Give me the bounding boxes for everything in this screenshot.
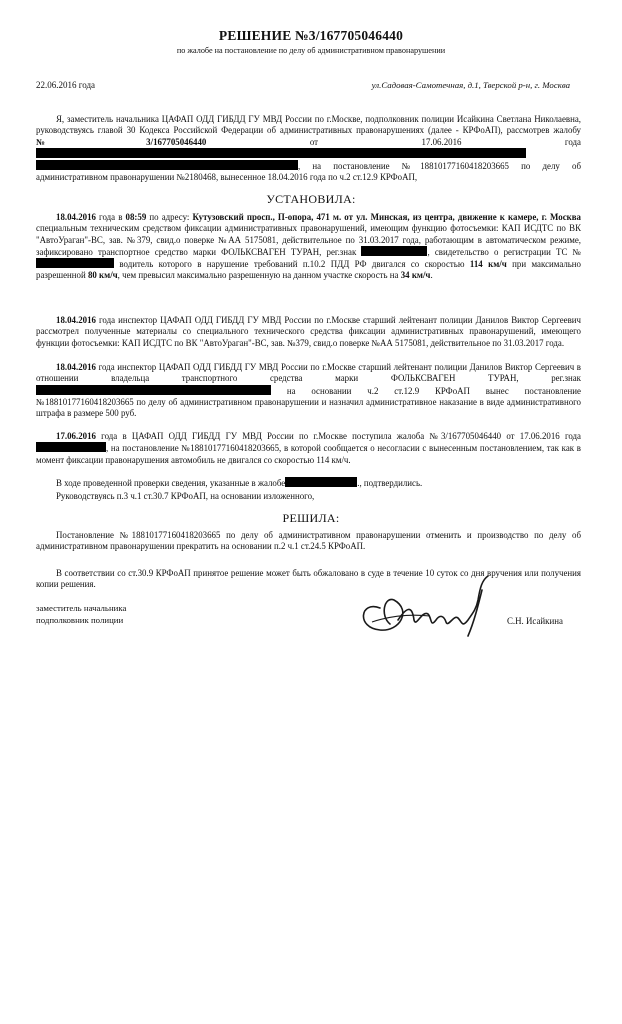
violation-date: 18.04.2016 [56, 212, 96, 222]
text-fragment: специальным техническим средством фиксации административных правонарушений, имеющим функцию фотосъемки: КАП ИСДТС по ВК "АвтоУраган"-ВС, зав. №379, свид.о поверке №АА 5175081, действительное по 31.03.2017 года, работающим в автоматическом режиме, зафиксировано транспортное средство марки ФОЛЬКСВАГЕН ТУРАН, рег.знак [36, 223, 581, 257]
speed-excess: 34 км/ч [400, 270, 431, 281]
document-date: 22.06.2016 года [36, 80, 96, 90]
text-fragment: года в ЦАФАП ОДД ГИБДД ГУ МВД России по г.Москве поступила жалоба №3/167705046440 от 17.06.2016 года [95, 431, 581, 441]
ruling-date: 18.04.2016 [56, 362, 96, 372]
text-fragment: Постановление №18810177160418203665 по делу об административном правонарушении отменить и производство по делу об административном правонарушении прекратить на основании п.2 ч.1 ст.24.5 КРФоАП. [36, 530, 581, 552]
text-fragment: на основании ч.2 ст.12.9 КРФоАП вынес постановление №18810177160418203665 по делу об административном правонарушении и назначил административное наказание в виде административного штрафа в размере 500 руб. [36, 385, 581, 419]
intro-text: , на постановление №18810177160418203665 по делу об административном правонарушении №2180468, вынесенное 18.04.2016 года по ч.2 ст.12.9 КРФоАП, [36, 161, 581, 183]
text-fragment: водитель которого в нарушение требований п.10.2 ПДД РФ двигался со скоростью [114, 259, 470, 270]
signer-name: С.Н. Исайкина [507, 616, 563, 626]
handwritten-signature [350, 570, 510, 640]
text-fragment: , свидетельство о регистрации ТС № [427, 246, 581, 257]
text-fragment: года инспектор ЦАФАП ОДД ГИБДД ГУ МВД России по г.Москве старший лейтенант полиции Данилов Виктор Сергеевич рассмотрел полученные материалы со специального технического средства фиксации административных правонарушений, имеющего функции фотосъемки: КАП ИСДТС по ВК "АвтоУраган"-ВС, зав. №379, свид.о поверке №АА 5175081, действительное по 31.03.2017 года. [36, 315, 581, 348]
complaint-date: 17.06.2016 [56, 431, 96, 441]
signer-position [36, 603, 126, 626]
redaction-block [36, 385, 271, 395]
redaction-block [285, 477, 357, 487]
text-fragment: при максимально разрешенной [36, 259, 581, 281]
text-fragment: года в [95, 212, 126, 222]
violation-address: Кутузовский просп., П-опора, 471 м. от ул. Минская, из центра, движение к камере, г. Москва [192, 212, 581, 222]
paragraph-ruling [36, 362, 581, 419]
signer-position-line2: подполковник полиции [36, 614, 124, 625]
paragraph-review [36, 315, 581, 349]
text-fragment: года инспектор ЦАФАП ОДД ГИБДД ГУ МВД России по г.Москве старший лейтенант полиции Данилов Виктор Сергеевич в отношении владельца транспортного средства марки ФОЛЬКСВАГЕН ТУРАН, рег.знак [36, 362, 581, 384]
signer-position-line1: заместитель начальника [36, 603, 127, 613]
text-fragment: , на постановление №18810177160418203665, в которой сообщается о несогласии с вынесенным постановлением, так как в момент фиксации правонарушения автомобиль не двигался со скоростью 114 км/ч. [36, 443, 581, 465]
complaint-number: №3/167705046440 [36, 136, 207, 147]
document-subtitle: по жалобе на постановление по делу об административном правонарушении [176, 46, 446, 55]
redaction-block [36, 258, 114, 268]
document-place: ул.Садовая-Самотечная, д.1, Тверской р-н, г. Москва [371, 80, 570, 90]
recorded-speed: 114 км/ч [469, 259, 507, 270]
redaction-block [36, 442, 106, 452]
text-fragment: ., подтвердились. [357, 478, 423, 488]
violation-time: 08:59 [125, 212, 147, 222]
text-fragment: В соответствии со ст.30.9 КРФоАП принятое решение может быть обжаловано в суде в течение 10 суток со дня вручения или получения копии решения. [36, 568, 581, 590]
paragraph-basis [36, 491, 581, 502]
heading-decided: РЕШИЛА: [282, 511, 340, 525]
paragraph-decision [36, 530, 581, 553]
text-fragment: Руководствуясь п.3 ч.1 ст.30.7 КРФоАП, на основании изложенного, [56, 491, 315, 501]
paragraph-complaint [36, 431, 581, 466]
text-fragment: . [430, 270, 433, 281]
speed-limit: 80 км/ч [87, 270, 118, 281]
paragraph-violation [36, 212, 581, 282]
paragraph-verification [36, 477, 581, 489]
redaction-block [361, 246, 427, 256]
review-date: 18.04.2016 [56, 315, 96, 325]
intro-text: Я, заместитель начальника ЦАФАП ОДД ГИБДД ГУ МВД России по г.Москве, подполковник полиции Исайкина Светлана Николаевна, руководствуясь главой 30 Кодекса Российской Федерации об административных правонарушениях (далее - КРФоАП), рассмотрев жалобу [36, 114, 581, 136]
intro-text: от 17.06.2016 года [206, 136, 581, 147]
intro-paragraph [36, 114, 581, 184]
redaction-block [36, 160, 298, 170]
document-title: РЕШЕНИЕ №3/167705046440 [218, 28, 404, 43]
heading-established: УСТАНОВИЛА: [266, 192, 356, 206]
text-fragment: В ходе проведенной проверки сведения, указанные в жалобе [56, 478, 286, 488]
text-fragment: по адресу: [146, 212, 193, 222]
redaction-block [36, 148, 526, 158]
text-fragment: , чем превысил максимально разрешенную на данном участке скорость на [117, 270, 401, 281]
